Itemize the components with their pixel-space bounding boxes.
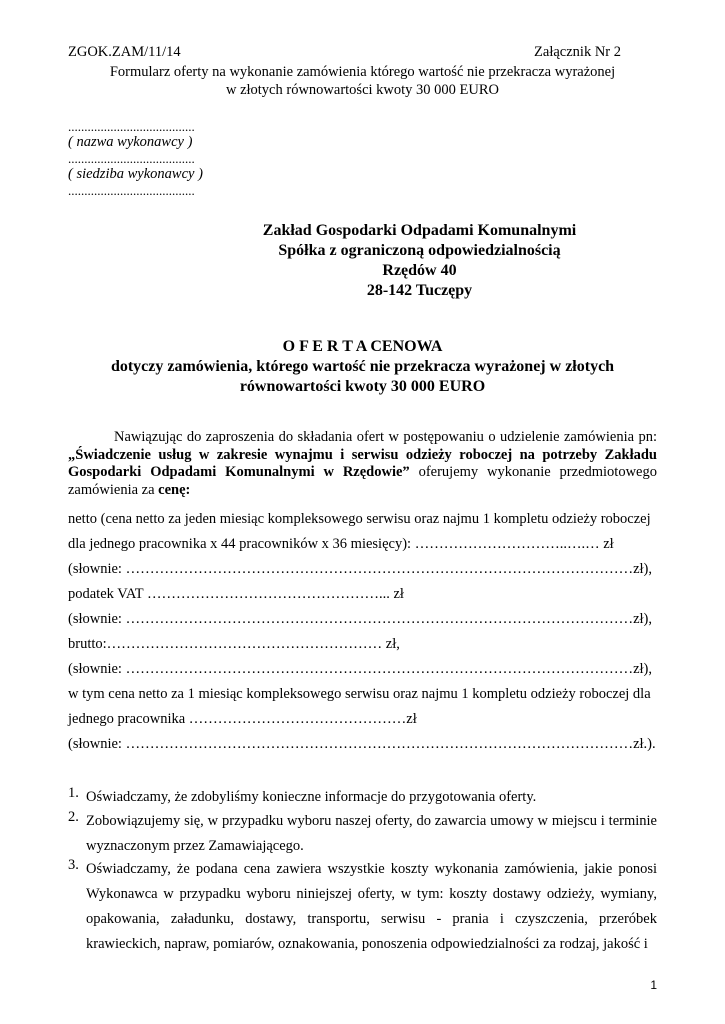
contractor-name-dots: ....................................... (68, 119, 195, 134)
offer-subheading-line1: dotyczy zamówienia, którego wartość nie przekracza wyrażonej w złotych (110, 358, 615, 375)
recipient-line2 (0, 242, 725, 260)
contractor-name-label: ( nazwa wykonawcy ) (68, 134, 193, 150)
list-item-text: Oświadczamy, że zdobyliśmy konieczne informacje do przygotowania oferty. (86, 789, 537, 805)
price-line: (słownie: ……………………………………………………………………………………………zł), (68, 561, 653, 577)
price-line: jednego pracownika ………………………………………zł (68, 711, 417, 727)
price-line: brutto:………………………………………………… zł, (68, 636, 400, 652)
contractor-seat-label: ( siedziba wykonawcy ) (68, 166, 203, 182)
price-line: netto (cena netto za jeden miesiąc kompleksowego serwisu oraz najmu 1 kompletu odzieży roboczej (68, 511, 651, 527)
price-line: podatek VAT …………………………………………... zł (68, 586, 404, 602)
contractor-extra-dots: ....................................... (68, 183, 195, 198)
form-title-line1: Formularz oferty na wykonanie zamówienia którego wartość nie przekracza wyrażonej (109, 64, 616, 80)
offer-subheading-line2: równowartości kwoty 30 000 EURO (239, 378, 486, 395)
recipient-line4-text: 28-142 Tuczępy (366, 282, 473, 299)
price-line: dla jednego pracownika x 44 pracowników x 36 miesięcy): …………………………..….… zł (68, 536, 614, 552)
price-line: (słownie: ……………………………………………………………………………………………zł), (68, 661, 653, 677)
list-item-text: Zobowiązujemy się, w przypadku wyboru naszej oferty, do zawarcia umowy w miejscu i terminie wyznaczonym przez Zamawiającego. (86, 813, 657, 854)
list-item-number: 3. (68, 857, 79, 873)
list-item-number: 1. (68, 785, 79, 801)
form-title-line2: w złotych równowartości kwoty 30 000 EURO (225, 82, 500, 98)
recipient-line2-text: Spółka z ograniczoną odpowiedzialnością (278, 242, 561, 259)
contractor-seat-dots: ....................................... (68, 151, 195, 166)
recipient-line1-text: Zakład Gospodarki Odpadami Komunalnymi (262, 222, 577, 239)
price-line: w tym cena netto za 1 miesiąc kompleksowego serwisu oraz najmu 1 kompletu odzieży roboczej dla (68, 686, 651, 702)
attachment-label: Załącznik Nr 2 (534, 44, 621, 60)
recipient-line4 (0, 282, 725, 300)
intro-text-part2: oferujemy wykonanie przedmiotowego zamówienia za (68, 464, 657, 498)
intro-paragraph (68, 429, 657, 499)
recipient-line3-text: Rzędów 40 (382, 262, 457, 279)
offer-heading: O F E R T A CENOWA (282, 338, 443, 355)
recipient-line1 (0, 222, 725, 240)
list-item-number: 2. (68, 809, 79, 825)
price-line: (słownie: ……………………………………………………………………………………………zł.). (68, 736, 656, 752)
intro-price-label: cenę: (158, 481, 191, 498)
page-number: 1 (650, 978, 657, 992)
list-item-text: Oświadczamy, że podana cena zawiera wszystkie koszty wykonania zamówienia, jakie ponosi Wykonawca w przypadku wyboru niniejszej oferty, w tym: koszty dostawy odzieży, wymiany, opakowania, załadunku, dostawy, transportu, serwisu - prania i czyszczenia, przeróbek krawieckich, napraw, pomiarów, oznakowania, ponoszenia odpowiedzialności za rodzaj, jakość i (86, 861, 657, 952)
price-line: (słownie: ……………………………………………………………………………………………zł), (68, 611, 653, 627)
intro-service-name: „Świadczenie usług w zakresie wynajmu i serwisu odzieży roboczej na potrzeby Zakładu Gospodarki Odpadami Komunalnymi w Rzędowie” (68, 446, 657, 480)
document-reference: ZGOK.ZAM/11/14 (68, 44, 181, 60)
recipient-line3 (0, 262, 725, 280)
intro-text-part1: Nawiązując do zaproszenia do składania ofert w postępowaniu o udzielenie zamówienia pn: (114, 429, 657, 445)
